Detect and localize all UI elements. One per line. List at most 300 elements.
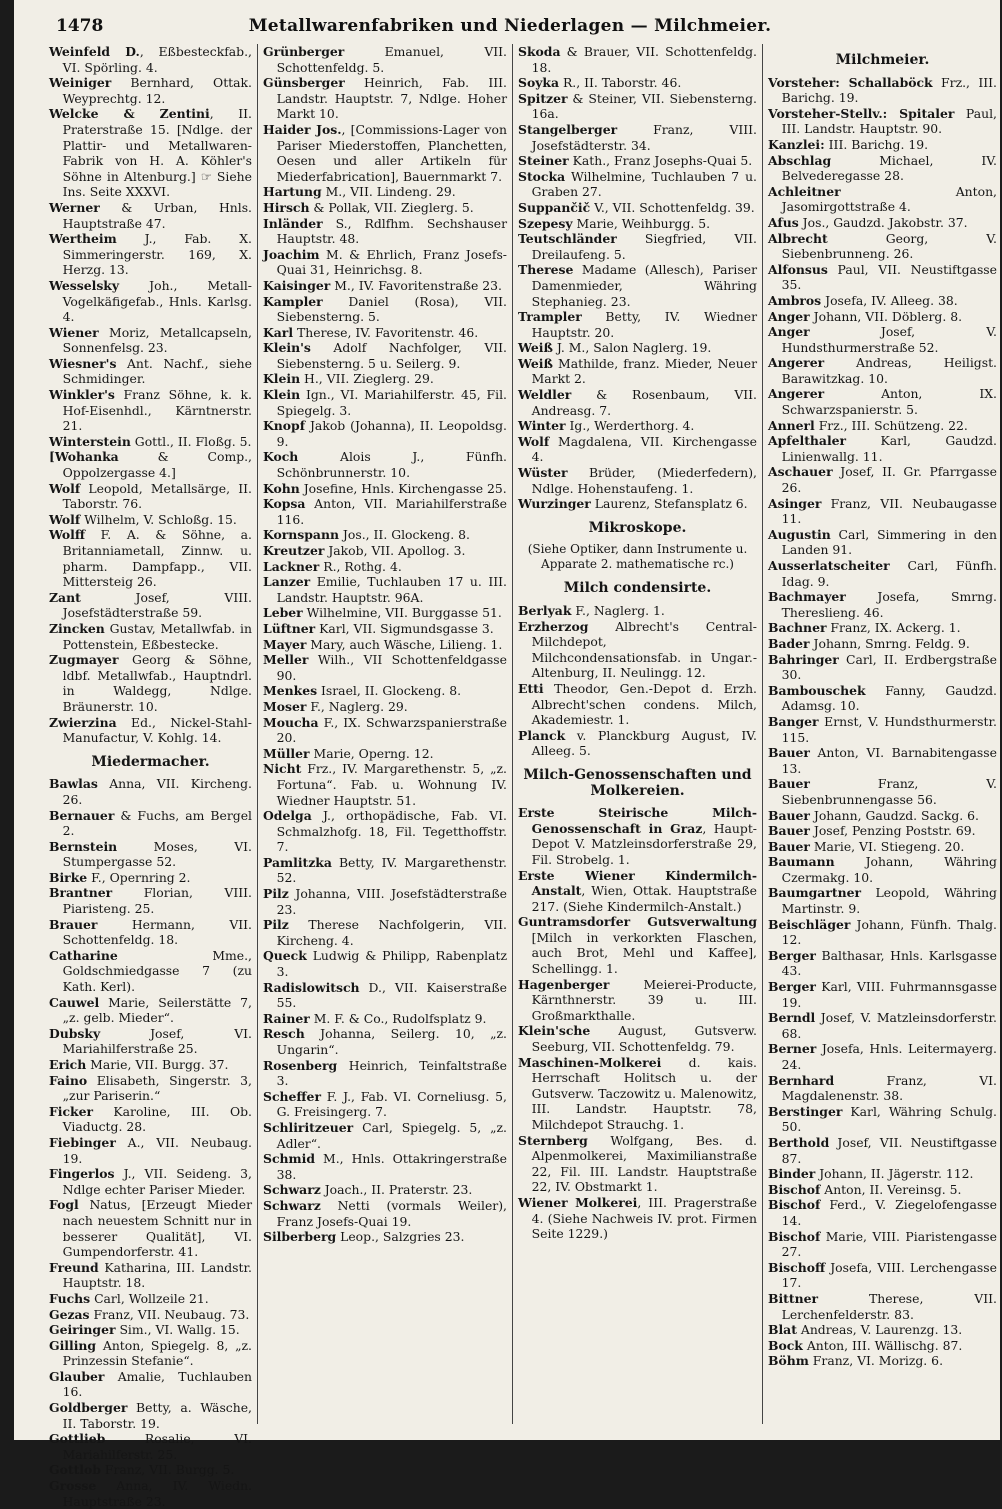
entry-address: F. J., Fab. VI. Corneliusg. 5, G. Freisingerg. 7. <box>276 1088 507 1120</box>
entry-address: Andreas, Heiligst. Barawitzkag. 10. <box>781 355 997 386</box>
directory-entry <box>49 917 252 948</box>
entry-name: Vorsteher-Stellv.: Spitaler <box>768 105 955 121</box>
entry-address: Josefa, VIII. Lerchengasse 17. <box>781 1259 997 1291</box>
entry-address: Josefa, Hnls. Leitermayerg. 24. <box>781 1041 997 1072</box>
directory-entry <box>49 200 252 231</box>
entry-name: Klein's <box>263 340 311 356</box>
entry-name: Schmid <box>263 1151 315 1167</box>
entry-address: , Haupt-Depot V. Matzleinsdorferstraße 29, Fil. Strobelg. 1. <box>531 820 757 867</box>
entry-name: Pilz <box>263 917 289 933</box>
directory-entry <box>263 122 507 184</box>
entry-address: Therese, IV. Favoritenstr. 46. <box>293 324 479 340</box>
directory-entry <box>49 434 252 450</box>
directory-entry <box>263 917 507 948</box>
directory-entry <box>768 1229 997 1260</box>
entry-address: Netti (vormals Weiler), Franz Josefs-Quai 19. <box>276 1197 507 1229</box>
directory-entry <box>518 169 757 200</box>
entry-name: Steiner <box>518 153 569 169</box>
entry-name: Kanzlei: <box>768 136 825 152</box>
entry-name: Sternberg <box>518 1132 588 1148</box>
directory-entry <box>263 855 507 886</box>
entry-address: Johann, Währing Czermakg. 10. <box>781 854 997 885</box>
directory-entry <box>768 823 997 839</box>
directory-entry <box>518 1133 757 1195</box>
directory-entry <box>768 262 997 293</box>
entry-address: Betty, a. Wäsche, II. Taborstr. 19. <box>62 1400 252 1431</box>
entry-address: Hermann, VII. Schottenfeldg. 18. <box>62 916 252 948</box>
directory-entry <box>263 652 507 683</box>
column-4 <box>762 44 1002 1424</box>
entry-name: Binder <box>768 1166 816 1182</box>
entry-name: Brauer <box>49 916 98 932</box>
entry-name: Schwarz <box>263 1197 321 1213</box>
entry-address: F., IX. Schwarzspanierstraße 20. <box>276 714 507 746</box>
entry-address: Josef, Penzing Poststr. 69. <box>809 823 976 839</box>
entry-name: Bauer <box>768 838 810 854</box>
page-title: Metallwarenfabriken und Niederlagen — Milchmeier. <box>248 16 772 36</box>
directory-entry <box>263 948 507 979</box>
entry-address: Wilhelm, V. Schloßg. 15. <box>80 511 237 527</box>
entry-name: Meller <box>263 652 309 668</box>
directory-entry <box>49 1478 252 1509</box>
directory-entry <box>263 699 507 715</box>
entry-address: , II. Praterstraße 15. [Ndlge. der Plattir- und Metallwaren-Fabrik von H. A. Köhler's Söhne in Altenburg.] ☞ Siehe Ins. Seite XXXVI. <box>62 106 253 200</box>
entry-name: Schwarz <box>263 1182 321 1198</box>
entry-name: Fiebinger <box>49 1134 116 1150</box>
entry-name: Inländer <box>263 215 323 231</box>
entry-name: Zwierzina <box>49 714 117 730</box>
directory-entry <box>49 1338 252 1369</box>
column-2 <box>257 44 512 1424</box>
entry-address: Marie, VIII. Piaristengasse 27. <box>781 1228 997 1260</box>
entry-name: Silberberg <box>263 1229 337 1245</box>
directory-entry <box>263 387 507 418</box>
entry-name: Bachner <box>768 620 827 636</box>
entry-address: Franz, VII. Burgg. 5. <box>100 1462 235 1478</box>
directory-entry <box>49 652 252 714</box>
entry-address: Frz., III. Schützeng. 22. <box>814 417 968 433</box>
entry-address: V., VII. Schottenfeldg. 39. <box>590 199 755 215</box>
entry-address: v. Planckburg August, IV. Alleeg. 5. <box>531 727 757 759</box>
entry-name: Bischoff <box>768 1259 826 1275</box>
directory-entry <box>768 652 997 683</box>
directory-entry <box>768 620 997 636</box>
entry-address: & Urban, Hnls. Hauptstraße 47. <box>62 199 252 231</box>
entry-name: Menkes <box>263 683 318 699</box>
entry-name: Planck <box>518 727 566 743</box>
entry-name: Stocka <box>518 168 566 184</box>
directory-entry <box>768 293 997 309</box>
entry-name: Haider Jos. <box>263 121 342 137</box>
entry-address: Daniel (Rosa), VII. Siebensterng. 5. <box>276 293 507 325</box>
entry-address: Andreas, V. Laurenzg. 13. <box>796 1322 963 1338</box>
entry-name: Nicht <box>263 761 302 777</box>
entry-name: Welcke & Zentini <box>49 106 210 122</box>
directory-entry <box>49 1057 252 1073</box>
entry-name: Klein <box>263 371 301 387</box>
directory-entry <box>49 1462 252 1478</box>
entry-name: Soyka <box>518 75 560 91</box>
directory-entry <box>518 868 757 915</box>
directory-entry <box>49 621 252 652</box>
entry-name: Radislowitsch <box>263 979 360 995</box>
entry-address: Marie, Weihburgg. 5. <box>572 215 711 231</box>
entry-address: Laurenz, Stefansplatz 6. <box>590 496 748 512</box>
running-header <box>40 16 980 40</box>
entry-address: Anton, Spiegelg. 8, „z. Prinzessin Stefanie“. <box>62 1337 252 1369</box>
entry-name: Spitzer <box>518 90 568 106</box>
entry-name: Gottlob <box>49 1462 101 1478</box>
entry-address: Mary, auch Wäsche, Lilieng. 1. <box>306 636 503 652</box>
entry-address: Fanny, Gaudzd. Adamsg. 10. <box>781 682 997 714</box>
entry-name: Knopf <box>263 418 306 434</box>
page-number: 1478 <box>56 16 104 36</box>
entry-name: Dubsky <box>49 1025 101 1041</box>
directory-entry <box>49 278 252 325</box>
entry-name: Ambros <box>768 292 822 308</box>
entry-address: Franz, V. Siebenbrunnengasse 56. <box>781 776 997 807</box>
directory-entry <box>263 1198 507 1229</box>
entry-name: Alfonsus <box>768 261 828 277</box>
entry-address: Emanuel, VII. Schottenfeldg. 5. <box>276 44 507 75</box>
directory-entry <box>49 527 252 589</box>
entry-address: Siegfried, VII. Dreilaufeng. 5. <box>531 231 757 262</box>
entry-name: Gezas <box>49 1306 90 1322</box>
directory-entry <box>518 122 757 153</box>
entry-address: Heinrich, Fab. III. Landstr. Hauptstr. 7, Ndlge. Hoher Markt 10. <box>276 75 507 122</box>
entry-name: Ausserlatscheiter <box>768 558 890 573</box>
directory-entry <box>49 590 252 621</box>
entry-name: Rosenberg <box>263 1057 338 1073</box>
directory-entry <box>768 309 997 325</box>
entry-address: F., Naglerg. 29. <box>306 698 408 714</box>
entry-address: Emilie, Tuchlauben 17 u. III. Landstr. Hauptstr. 96A. <box>276 574 507 605</box>
entry-name: Bauer <box>768 745 810 761</box>
directory-entry <box>263 527 507 543</box>
entry-name: Erste Steirische Milch-Genossenschaft in Graz <box>518 805 757 836</box>
directory-entry <box>768 854 997 885</box>
entry-name: Bischof <box>768 1181 821 1197</box>
entry-name: Aschauer <box>768 464 833 480</box>
directory-entry <box>768 75 997 106</box>
entry-name: Winterstein <box>49 433 131 449</box>
directory-entry <box>49 1322 252 1338</box>
directory-entry <box>768 1197 997 1228</box>
directory-entry <box>518 356 757 387</box>
entry-name: Grünberger <box>263 44 345 59</box>
entry-name: Fuchs <box>49 1290 91 1306</box>
entry-name: Erich <box>49 1057 87 1072</box>
entry-name: Kohn <box>263 480 300 496</box>
directory-entry <box>518 262 757 309</box>
entry-address: Anton, Jasomirgottstraße 4. <box>781 183 997 215</box>
entry-address: Ernst, V. Hundsthurmerstr. 115. <box>781 713 997 745</box>
entry-address: Karoline, III. Ob. Viaductg. 28. <box>62 1103 252 1135</box>
directory-entry <box>768 589 997 620</box>
directory-entry <box>263 559 507 575</box>
directory-entry <box>263 1120 507 1151</box>
directory-entry <box>263 216 507 247</box>
directory-entry <box>263 1058 507 1089</box>
entry-address: & Pollak, VII. Zieglerg. 5. <box>309 199 474 215</box>
directory-entry <box>49 885 252 916</box>
entry-name: Pamlitzka <box>263 854 332 870</box>
entry-name: Berthold <box>768 1134 830 1150</box>
entry-name: Grosse <box>49 1478 97 1494</box>
entry-address: J. M., Salon Naglerg. 19. <box>552 340 712 356</box>
directory-entry <box>768 808 997 824</box>
entry-name: Brantner <box>49 885 113 901</box>
entry-name: Bauer <box>768 807 810 823</box>
directory-entry <box>518 44 757 75</box>
directory-entry <box>768 215 997 231</box>
entry-name: Moser <box>263 698 307 714</box>
entry-address: Paul, VII. Neustiftgasse 35. <box>781 261 997 293</box>
directory-entry <box>49 1307 252 1323</box>
directory-entry <box>263 605 507 621</box>
directory-entry <box>768 1322 997 1338</box>
entry-address: Marie, Seilerstätte 7, „z. gelb. Mieder“. <box>62 994 252 1026</box>
entry-name: Maschinen-Molkerei <box>518 1054 662 1070</box>
directory-entry <box>768 1338 997 1354</box>
entry-name: [Wohanka <box>49 449 119 465</box>
entry-name: Geiringer <box>49 1322 116 1338</box>
entry-address: Brüder, (Miederfedern), Ndlge. Hohenstaufeng. 1. <box>531 465 757 496</box>
entry-address: & Fuchs, am Bergel 2. <box>62 807 252 839</box>
column-3 <box>512 44 762 1424</box>
entry-address: Josefine, Hnls. Kirchengasse 25. <box>299 480 507 496</box>
directory-entry <box>518 387 757 418</box>
entry-address: Rosalie, VI. Mariahilferstr. 25. <box>62 1431 252 1462</box>
entry-address: Carl, Simmering in den Landen 91. <box>781 526 997 558</box>
directory-entry <box>518 309 757 340</box>
directory-entry <box>768 106 997 137</box>
directory-entry <box>263 683 507 699</box>
directory-entry <box>263 278 507 294</box>
entry-address: , [Commissions-Lager von Pariser Miederstoffen, Planchetten, Oesen und aller Artikeln für Miederfabrication], Bauernmarkt 7. <box>276 121 507 184</box>
entry-address: Katharina, III. Landstr. Hauptstr. 18. <box>62 1259 252 1291</box>
entry-name: Erste Wiener Kindermilch-Anstalt <box>518 867 757 899</box>
directory-entry <box>518 1055 757 1133</box>
directory-entry <box>49 1291 252 1307</box>
entry-name: Angerer <box>768 386 825 402</box>
entry-name: Wüster <box>518 465 568 481</box>
entry-name: Bauer <box>768 823 810 839</box>
entry-name: Wolf <box>49 511 81 527</box>
directory-entry <box>768 433 997 464</box>
entry-name: Hagenberger <box>518 976 610 992</box>
directory-entry <box>49 948 252 995</box>
entry-name: Böhm <box>768 1353 809 1369</box>
entry-address: Carl, Spiegelg. 5, „z. Adler“. <box>276 1119 507 1151</box>
directory-entry <box>518 418 757 434</box>
entry-address: Johann, Fünfh. Thalg. 12. <box>781 916 997 948</box>
entry-name: Ficker <box>49 1103 94 1119</box>
directory-entry <box>49 995 252 1026</box>
entry-name: Fingerlos <box>49 1166 115 1182</box>
entry-address: J., orthopädische, Fab. VI. Schmalzhofg. 18, Fil. Tegetthoffstr. 7. <box>276 808 507 855</box>
entry-name: Guntramsdorfer Gutsverwaltung <box>518 914 757 930</box>
entry-address: Jos., II. Glockeng. 8. <box>338 527 470 543</box>
entry-name: Scheffer <box>263 1088 321 1104</box>
entry-name: Moucha <box>263 714 319 730</box>
entry-address: Ant. Nachf., siehe Schmidinger. <box>62 355 252 387</box>
entry-address: Alois J., Fünfh. Schönbrunnerstr. 10. <box>276 449 507 481</box>
directory-entry <box>518 75 757 91</box>
directory-entry <box>768 1182 997 1198</box>
entry-name: Werner <box>49 199 100 215</box>
entry-name: Bachmayer <box>768 589 846 605</box>
entry-name: Bernhard <box>768 1072 835 1088</box>
entry-name: Erzherzog <box>518 618 589 634</box>
directory-entry <box>768 1010 997 1041</box>
directory-entry <box>49 481 252 512</box>
entry-address: Frz., III. Barichg. 19. <box>781 74 997 106</box>
entry-address: Anton, IX. Schwarzspanierstr. 5. <box>781 386 997 418</box>
entry-name: Wolf <box>49 480 81 496</box>
entry-name: Berndl <box>768 1010 816 1026</box>
directory-entry <box>49 776 252 807</box>
section-heading: Milch condensirte. <box>563 580 712 597</box>
entry-address: Sim., VI. Wallg. 15. <box>115 1322 240 1338</box>
entry-name: Hirsch <box>263 199 310 215</box>
directory-entry <box>263 325 507 341</box>
entry-address: Albrecht's Central-Milchdepot, Milchcondensationsfab. in Ungar.-Altenburg, II. Neulingg. 12. <box>531 618 757 681</box>
entry-name: Zant <box>49 589 81 605</box>
entry-name: Weiß <box>518 355 553 371</box>
entry-address: Gottl., II. Floßg. 5. <box>130 433 252 449</box>
entry-address: Theodor, Gen.-Depot d. Erzh. Albrecht'schen condens. Milch, Akademiestr. 1. <box>531 680 757 728</box>
directory-entry <box>49 106 252 200</box>
directory-entry <box>768 683 997 714</box>
entry-address: Bernhard, Ottak. Weyprechtg. 12. <box>62 75 252 106</box>
directory-entry <box>263 44 507 75</box>
directory-entry <box>49 44 252 75</box>
directory-entry <box>518 434 757 465</box>
entry-name: Suppančič <box>518 199 591 215</box>
directory-entry <box>768 636 997 652</box>
entry-address: Johanna, VIII. Josefstädterstraße 23. <box>276 886 507 917</box>
entry-name: Leber <box>263 605 303 621</box>
entry-address: Johanna, Seilerg. 10, „z. Ungarin“. <box>276 1026 507 1057</box>
entry-name: Trampler <box>518 309 582 325</box>
entry-name: Stangelberger <box>518 121 618 137</box>
directory-entry <box>263 808 507 855</box>
directory-entry <box>49 808 252 839</box>
entry-name: Pilz <box>263 886 289 902</box>
entry-name: Resch <box>263 1026 305 1042</box>
entry-address: M., Hnls. Ottakringerstraße 38. <box>276 1151 507 1182</box>
entry-address: Leop., Salzgries 23. <box>336 1229 465 1245</box>
entry-address: Marie, VII. Burgg. 37. <box>86 1057 229 1072</box>
directory-entry <box>768 1104 997 1135</box>
entry-address: Leopold, Metallsärge, II. Taborstr. 76. <box>62 480 252 512</box>
entry-name: Winkler's <box>49 387 115 403</box>
directory-entry <box>263 184 507 200</box>
entry-name: Berger <box>768 947 816 963</box>
entry-name: Berstinger <box>768 1103 843 1119</box>
entry-address: Ed., Nickel-Stahl-Manufactur, V. Kohlg. 14. <box>62 714 252 746</box>
entry-address: Joach., II. Praterstr. 23. <box>320 1182 473 1198</box>
section-heading: Miedermacher. <box>91 753 210 770</box>
entry-address: & Comp., Oppolzergasse 4.] <box>62 449 252 481</box>
entry-address: J., Fab. X. Simmeringerstr. 169, X. Herzg. 13. <box>62 231 252 278</box>
entry-name: Bauer <box>768 776 810 792</box>
entry-name: Zincken <box>49 620 105 636</box>
section-heading: Milchmeier. <box>835 52 930 68</box>
entry-address: Franz Söhne, k. k. Hof-Eisenhdl., Kärntnerstr. 21. <box>62 387 252 434</box>
directory-entry <box>768 979 997 1010</box>
entry-name: Teutschländer <box>518 231 617 247</box>
directory-entry <box>263 746 507 762</box>
entry-name: Wiener <box>49 324 99 340</box>
entry-address: D., VII. Kaiserstraße 55. <box>276 979 507 1011</box>
directory-entry <box>263 1151 507 1182</box>
entry-address: Josef, VI. Mariahilferstraße 25. <box>62 1025 252 1057</box>
entry-address: J., VII. Seideng. 3, Ndlge echter Pariser Mieder. <box>62 1166 252 1197</box>
entry-address: Georg, V. Siebenbrunneng. 26. <box>781 230 997 262</box>
entry-address: Balthasar, Hnls. Karlsgasse 43. <box>781 947 997 979</box>
directory-entry <box>263 294 507 325</box>
directory-entry <box>518 153 757 169</box>
entry-address: Moses, VI. Stumpergasse 52. <box>62 838 252 870</box>
entry-address: Madame (Allesch), Pariser Damenmieder, Währing Stephanieg. 23. <box>531 262 757 309</box>
entry-address: August, Gutsverw. Seeburg, VII. Schottenfeldg. 79. <box>531 1023 757 1055</box>
entry-address: Israel, II. Glockeng. 8. <box>317 683 462 699</box>
directory-entry <box>263 481 507 497</box>
entry-address: Frz., IV. Margarethenstr. 5, „z. Fortuna“. Fab. u. Wohnung IV. Wiedner Hauptstr. 51. <box>276 761 507 808</box>
entry-address: Josef, V. Hundsthurmerstraße 52. <box>781 324 997 355</box>
entry-address: Karl, VIII. Fuhrmannsgasse 19. <box>781 979 997 1010</box>
directory-entry <box>263 496 507 527</box>
directory-entry <box>263 340 507 371</box>
directory-entry <box>49 1135 252 1166</box>
entry-name: Banger <box>768 713 819 729</box>
entry-name: Klein <box>263 387 301 403</box>
entry-address: H., VII. Zieglerg. 29. <box>300 371 434 387</box>
entry-name: Schliritzeuer <box>263 1119 354 1135</box>
directory-entry <box>263 1182 507 1198</box>
entry-address: Wolfgang, Bes. d. Alpenmolkerei, Maximilianstraße 22, Fil. III. Landstr. Hauptstraße 22, IV. Obstmarkt 1. <box>531 1132 757 1195</box>
directory-entry <box>263 75 507 122</box>
entry-name: Faino <box>49 1072 88 1088</box>
entry-address: Josef, VIII. Josefstädterstraße 59. <box>62 589 252 621</box>
entry-address: [Milch in verkorkten Flaschen, auch Brot, Mehl und Kaffee], Schellingg. 1. <box>531 929 757 977</box>
directory-entry <box>768 1291 997 1322</box>
directory-entry <box>263 1011 507 1027</box>
entry-name: Bischof <box>768 1197 821 1213</box>
directory-entry <box>768 386 997 417</box>
entry-name: Bawlas <box>49 776 98 792</box>
directory-entry <box>518 340 757 356</box>
entry-name: Koch <box>263 449 299 465</box>
entry-name: Zugmayer <box>49 652 119 668</box>
directory-entry <box>768 745 997 776</box>
entry-address: Mme., Goldschmiedgasse 7 (zu Kath. Kerl). <box>62 947 252 995</box>
entry-name: Lüftner <box>263 620 316 636</box>
entry-name: Blat <box>768 1322 797 1338</box>
directory-entry <box>768 231 997 262</box>
entry-address: Florian, VIII. Piaristeng. 25. <box>62 885 252 917</box>
entry-name: Baumann <box>768 854 835 870</box>
entry-address: Anna, IV. Wiedn. Hauptstraße 23. <box>62 1478 252 1509</box>
entry-name: Achleitner <box>768 183 841 199</box>
entry-name: Berlyak <box>518 603 572 618</box>
directory-entry <box>518 231 757 262</box>
entry-address: Marie, VI. Stiegeng. 20. <box>809 838 965 854</box>
entry-address: Karl, Gaudzd. Linienwallg. 11. <box>781 433 997 464</box>
entry-name: Lanzer <box>263 574 311 590</box>
